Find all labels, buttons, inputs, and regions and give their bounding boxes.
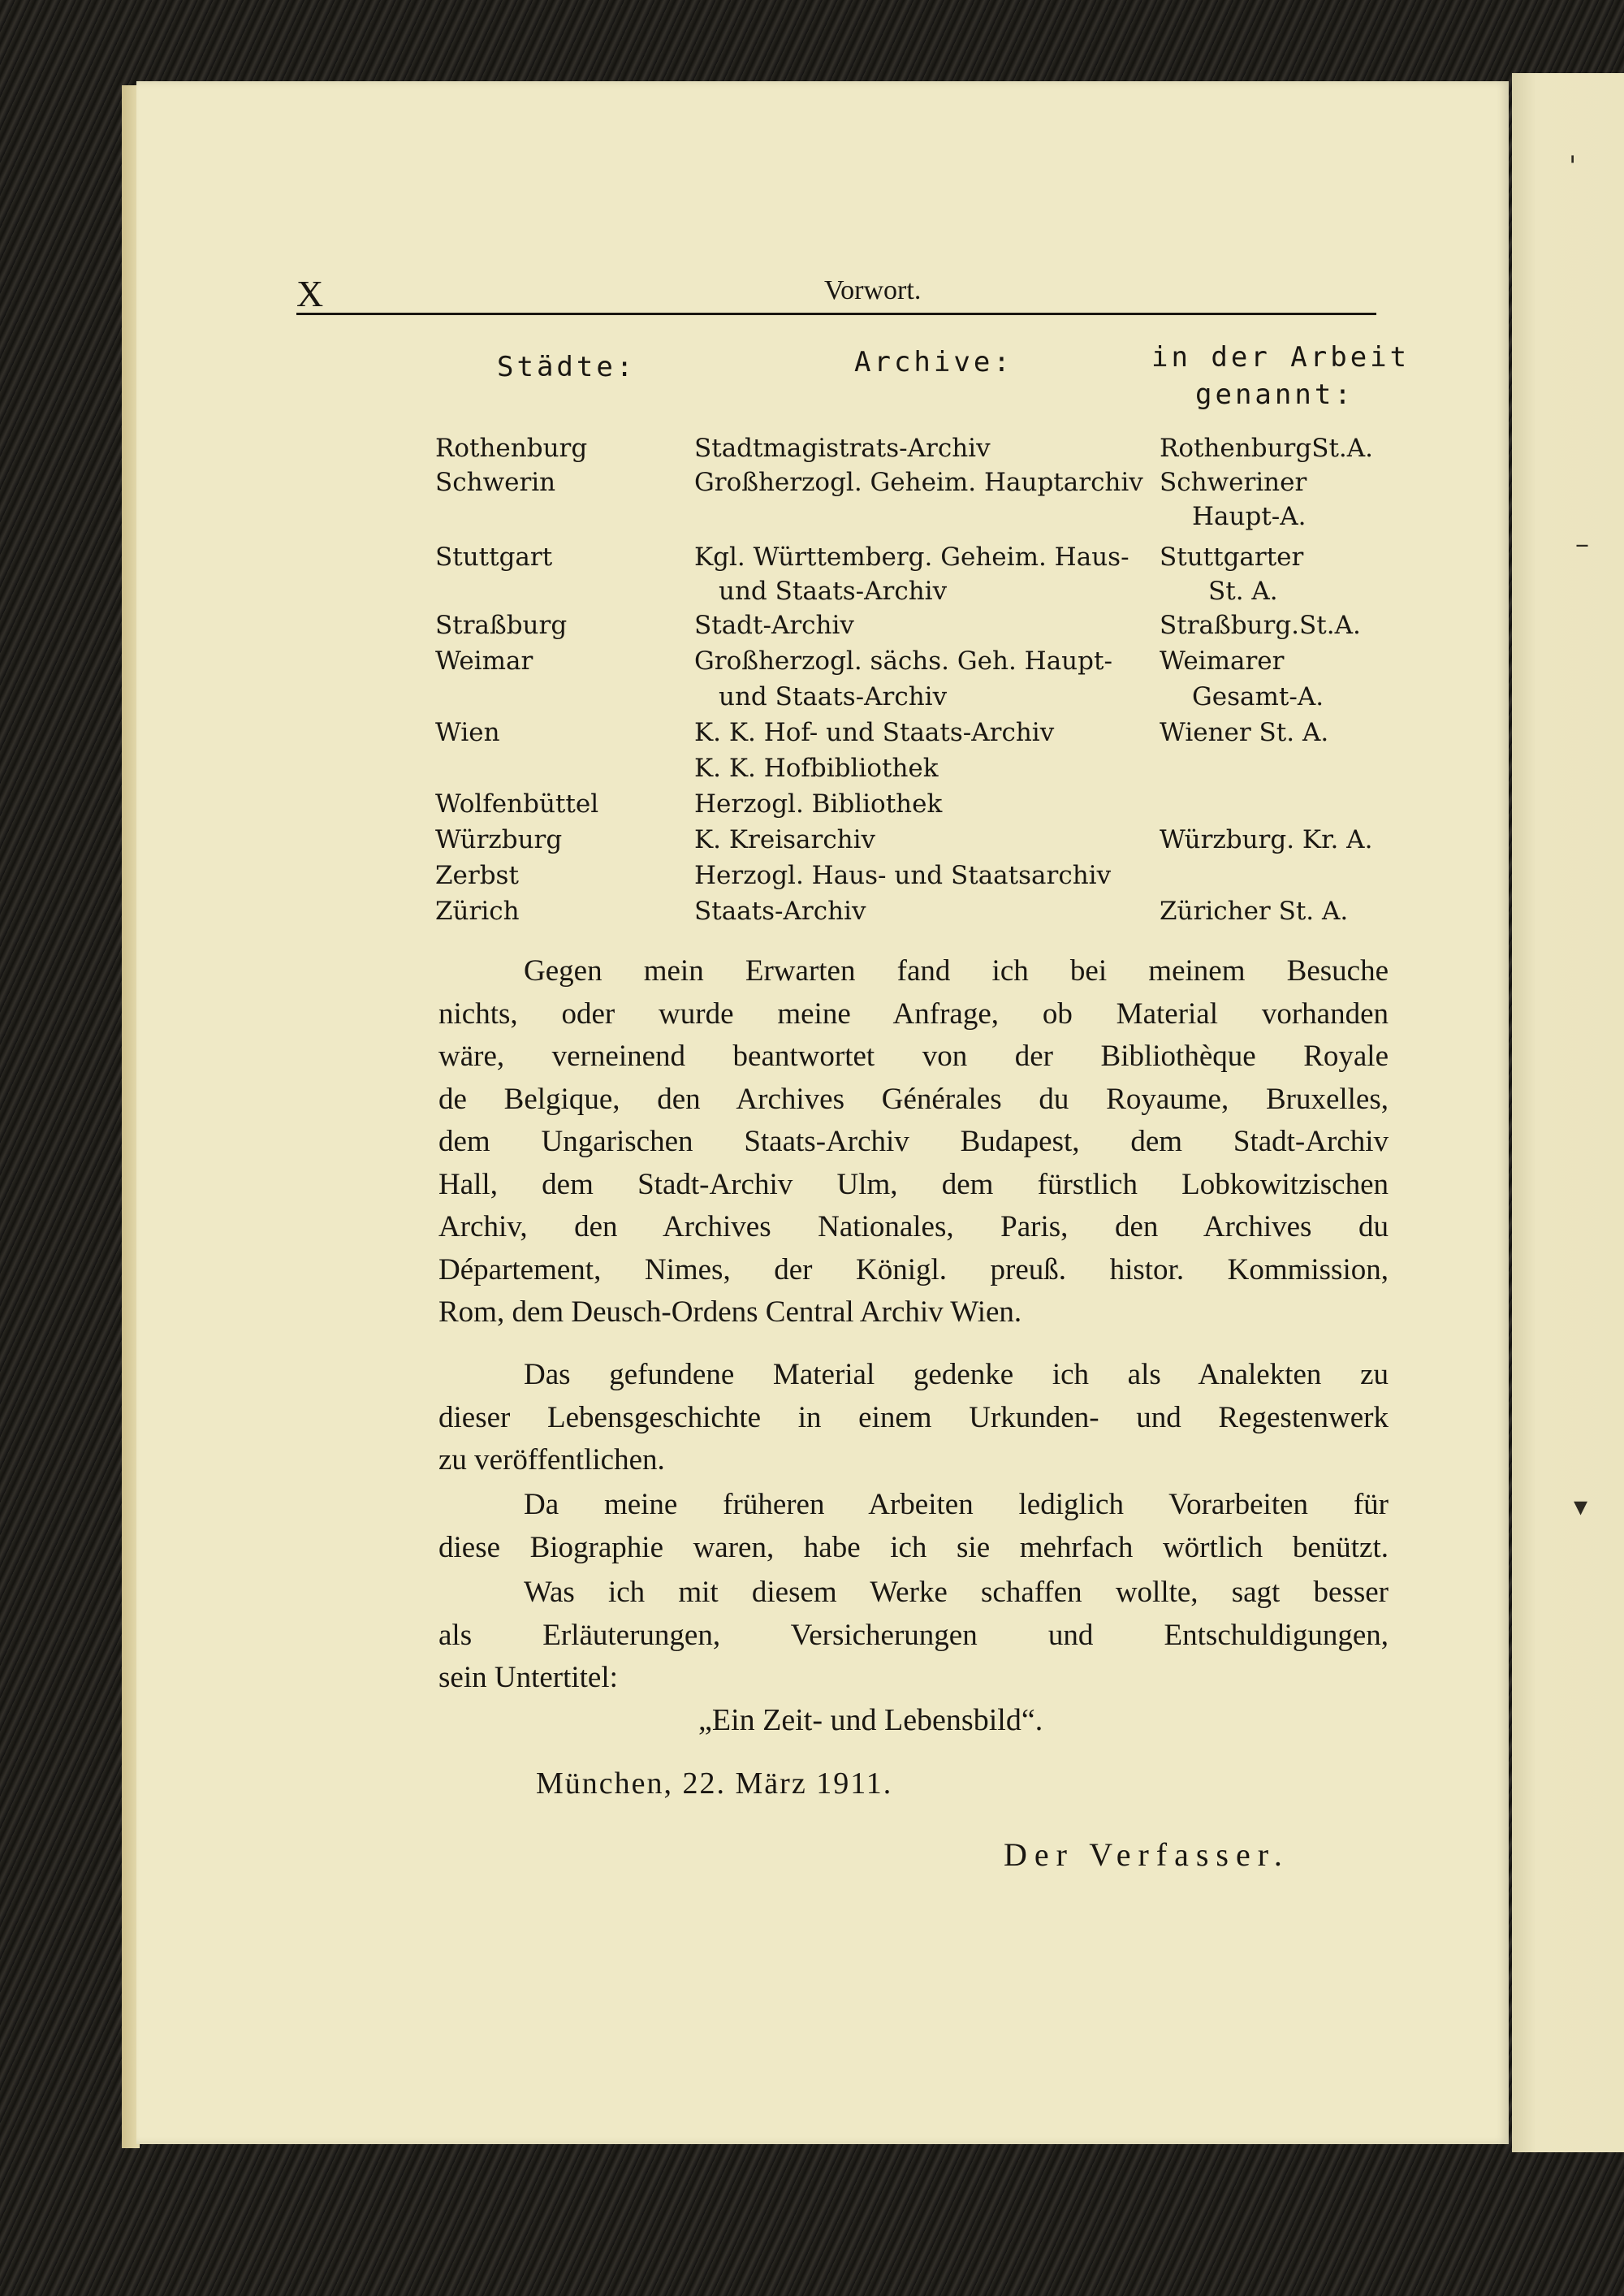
table-row [0,573,1624,612]
text-line: Rom, dem Deusch-Ordens Central Archiv Wien. [438,1295,1022,1329]
table-row [0,715,1624,754]
abbr-cell: Stuttgarter [1160,543,1304,572]
table-row [0,499,1624,538]
table-row [0,430,1624,469]
city-cell: Zürich [435,897,520,926]
archive-cell: K. K. Hofbibliothek [694,754,939,783]
text-line: dem Ungarischen Staats-Archiv Budapest, dem Stadt-Archiv [438,1125,1389,1158]
text-line: sein Untertitel: [438,1661,618,1694]
city-cell: Wien [435,718,500,747]
city-cell: Straßburg [435,611,568,640]
archive-cell: und Staats-Archiv [719,577,948,606]
page-number: X [296,273,324,314]
text-line: als Erläuterungen, Versicherungen und Entschuldigungen, [438,1618,1389,1652]
abbr-cell: Weimarer [1160,646,1285,676]
archive-cell: Kgl. Württemberg. Geheim. Haus- [694,543,1129,572]
archive-cell: Herzogl. Haus- und Staatsarchiv [694,861,1112,890]
table-row [0,539,1624,578]
paragraph-material [438,1354,1389,1482]
running-title: Vorwort. [824,275,922,305]
city-cell: Würzburg [435,825,563,854]
subtitle-quote: „Ein Zeit- und Lebensbild“. [698,1703,1043,1737]
abbr-cell: Wiener St. A. [1160,718,1329,747]
column-header-archives: Archive: [854,346,1013,378]
abbr-cell: Gesamt-A. [1192,682,1324,711]
archive-cell: Stadtmagistrats-Archiv [694,434,991,463]
table-row [0,786,1624,825]
text-line: Archiv, den Archives Nationales, Paris, den Archives du [438,1210,1389,1243]
archive-cell: K. Kreisarchiv [694,825,876,854]
margin-mark: ' [1569,150,1577,183]
text-line: Was ich mit diesem Werke schaffen wollte, sagt besser [524,1576,1389,1609]
table-row [0,679,1624,718]
abbr-cell: St. A. [1208,577,1278,606]
archive-cell: Großherzogl. sächs. Geh. Haupt- [694,646,1112,676]
city-cell: Rothenburg [435,434,588,463]
text-line: dieser Lebensgeschichte in einem Urkunden- und Regestenwerk [438,1400,1389,1434]
text-line: wäre, verneinend beantwortet von der Bibliothèque Royale [438,1040,1389,1073]
abbr-cell: RothenburgSt.A. [1160,434,1374,463]
text-line: de Belgique, den Archives Générales du Royaume, Bruxelles, [438,1082,1389,1116]
place-and-date: München, 22. März 1911. [536,1766,893,1801]
text-line: Gegen mein Erwarten fand ich bei meinem Besuche [524,954,1389,988]
city-cell: Zerbst [435,861,519,890]
paragraph-archives-negative [438,950,1389,1334]
margin-mark: ▾ [1574,1490,1588,1523]
table-row [0,608,1624,646]
paragraph-earlier-works [438,1484,1389,1569]
column-header-cited: in der Arbeit [1151,341,1410,374]
archive-cell: Stadt-Archiv [694,611,854,640]
archive-cell: Großherzogl. Geheim. Hauptarchiv [694,468,1143,497]
text-line: diese Biographie waren, habe ich sie mehrfach wörtlich benützt. [438,1530,1389,1564]
text-line: Département, Nimes, der Königl. preuß. histor. Kommission, [438,1252,1389,1286]
archive-cell: Staats-Archiv [694,897,866,926]
table-row [0,643,1624,682]
page-header [296,272,1376,315]
archive-cell: Herzogl. Bibliothek [694,789,943,819]
abbr-cell: Würzburg. Kr. A. [1160,825,1373,854]
text-line: Hall, dem Stadt-Archiv Ulm, dem fürstlich Lobkowitzischen [438,1167,1389,1201]
archive-cell: und Staats-Archiv [719,682,948,711]
column-header-cities: Städte: [497,351,637,383]
table-row [0,893,1624,932]
table-row [0,822,1624,861]
archive-cell: K. K. Hof- und Staats-Archiv [694,718,1055,747]
text-line: Das gefundene Material gedenke ich als Analekten zu [524,1358,1389,1391]
abbr-cell: Züricher St. A. [1160,897,1349,926]
city-cell: Wolfenbüttel [435,789,599,819]
abbr-cell: Straßburg.St.A. [1160,611,1361,640]
abbr-cell: Schweriner [1160,468,1307,497]
text-line: nichts, oder wurde meine Anfrage, ob Material vorhanden [438,997,1389,1031]
city-cell: Stuttgart [435,543,553,572]
paragraph-subtitle [438,1572,1389,1700]
city-cell: Schwerin [435,468,556,497]
table-row [0,465,1624,504]
city-cell: Weimar [435,646,533,676]
table-row [0,858,1624,897]
column-header-cited-2: genannt: [1195,378,1354,411]
facing-page [1512,73,1624,2152]
text-line: zu veröffentlichen. [438,1443,665,1477]
table-row [0,750,1624,789]
author-signature: Der Verfasser. [1004,1836,1289,1873]
abbr-cell: Haupt-A. [1192,502,1307,531]
margin-mark: – [1575,528,1589,560]
text-line: Da meine früheren Arbeiten lediglich Vorarbeiten für [524,1488,1389,1521]
